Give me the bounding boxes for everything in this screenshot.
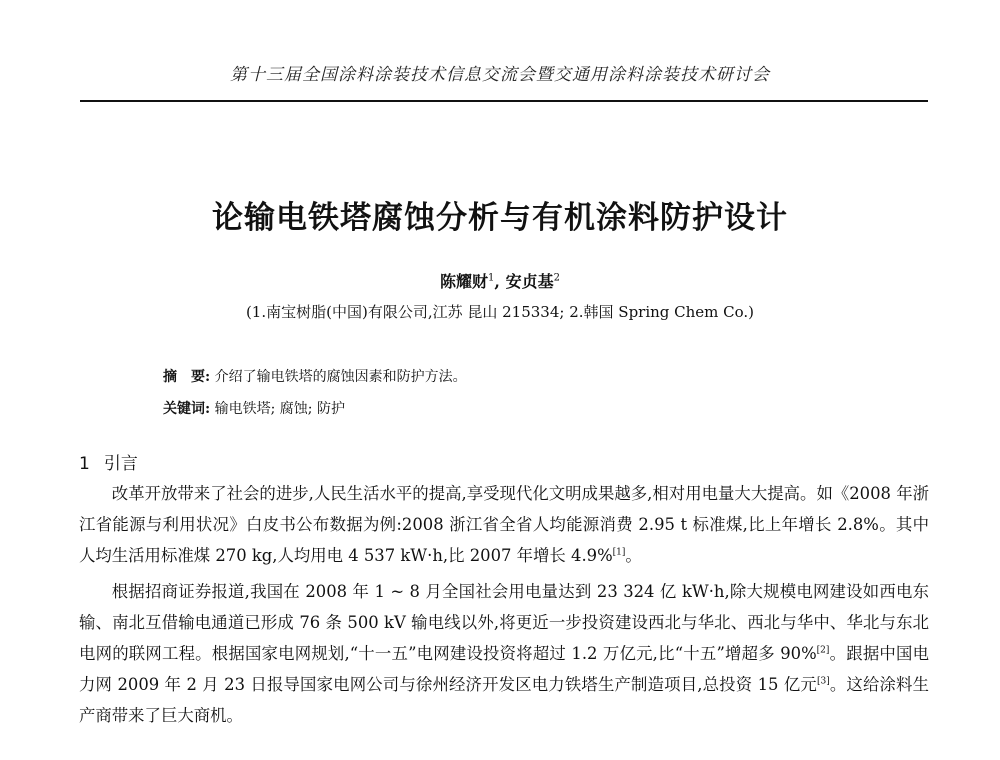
author-line [0,269,1000,292]
author-affiliation-marker: 1 [488,272,495,284]
citation-marker: [2] [816,645,830,656]
keywords [163,398,345,418]
keywords-text: 输电铁塔; 腐蚀; 防护 [214,401,345,417]
citation-marker: [3] [816,676,830,687]
paragraph-text: 根据招商证券报道,我国在 2008 年 1 ~ 8 月全国社会用电量达到 23 324 亿 kW·h,除大规模电网建设如西电东输、南北互借输电通道已形成 76 条 500 kV 输电线以外,将更近一步投资建设西北与华北、西北与华中、华北与东北电网的联网工程。根据国家电网规划,“十一五”电网建设投资将超过 1.2 万亿元,比“十五”增超多 90% [79,581,929,664]
paragraph [79,478,929,572]
paragraph-text: 。跟据中国电力网 2009 年 2 月 23 日报导国家电网公司与徐州经济开发区电力铁塔生产制造项目,总投资 15 亿元 [79,644,929,695]
citation-marker: [1] [612,547,626,558]
section-heading [79,449,138,474]
paragraph [79,576,929,732]
author-affiliation-marker: 2 [553,272,560,284]
author-name: 安贞基 [505,272,554,291]
running-header: 第十三届全国涂料涂装技术信息交流会暨交通用涂料涂装技术研讨会 [230,65,770,85]
paragraph-text: 。这给涂料生产商带来了巨大商机。 [79,675,929,726]
author-separator: , [494,272,506,291]
affiliation: (1.南宝树脂(中国)有限公司,江苏 昆山 215334; 2.韩国 Spring Chem Co.) [245,303,755,321]
abstract-label: 摘 要: [163,369,211,385]
keywords-label: 关键词: [163,401,211,417]
paragraph-text: 。 [625,546,642,566]
paper-title: 论输电铁塔腐蚀分析与有机涂料防护设计 [212,200,788,236]
abstract-text: 介绍了输电铁塔的腐蚀因素和防护方法。 [214,369,467,385]
header-rule [80,100,928,102]
section-number: 1 [79,454,90,474]
paragraph-text: 改革开放带来了社会的进步,人民生活水平的提高,享受现代化文明成果越多,相对用电量大大提高。如《2008 年浙江省能源与利用状况》白皮书公布数据为例:2008 浙江省全省人均能源消费 2.95 t 标准煤,比上年增长 2.8%。其中人均生活用标准煤 270 kg,人均用电 4 537 kW·h,比 2007 年增长 4.9% [79,484,929,566]
body-text [79,478,929,732]
section-title: 引言 [103,454,138,474]
abstract [163,366,467,386]
author-name: 陈耀财 [440,272,489,291]
